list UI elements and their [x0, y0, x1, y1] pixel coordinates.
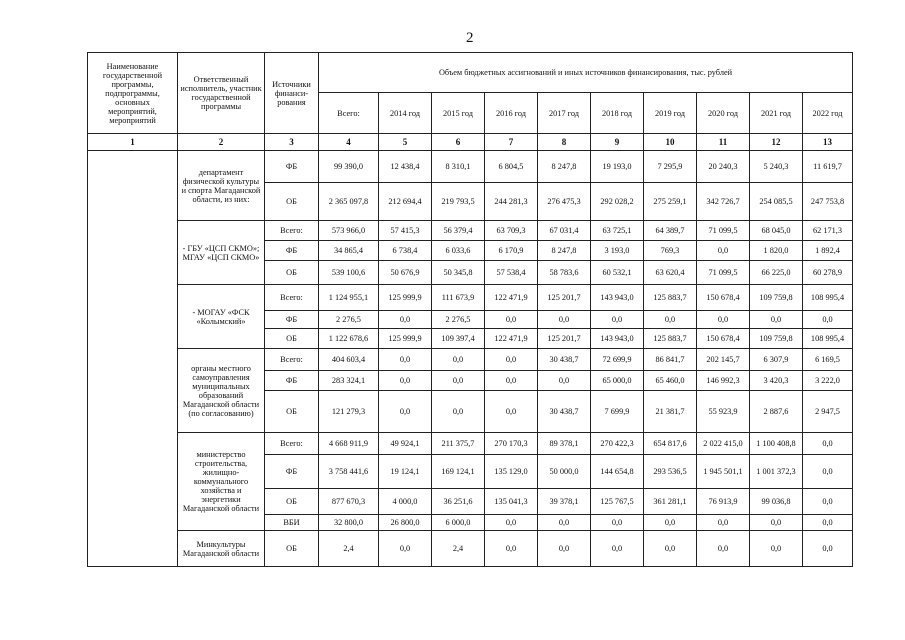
value-cell: 71 099,5: [697, 221, 750, 241]
value-cell: 21 381,7: [644, 391, 697, 433]
value-cell: 0,0: [591, 515, 644, 531]
column-number: 1: [88, 134, 178, 151]
value-cell: 0,0: [379, 371, 432, 391]
table-row: [88, 349, 853, 371]
value-cell: 34 865,4: [319, 241, 379, 261]
value-cell: 2 276,5: [319, 311, 379, 329]
value-cell: 0,0: [379, 391, 432, 433]
table-row: [88, 531, 853, 567]
value-cell: 89 378,1: [538, 433, 591, 455]
value-cell: 212 694,4: [379, 183, 432, 221]
value-cell: 50 000,0: [538, 455, 591, 489]
value-cell: 20 240,3: [697, 151, 750, 183]
value-cell: 0,0: [538, 371, 591, 391]
column-numbers-row: [88, 134, 853, 151]
value-cell: 8 310,1: [432, 151, 485, 183]
value-cell: 1 001 372,3: [750, 455, 803, 489]
value-cell: 1 100 408,8: [750, 433, 803, 455]
value-cell: 2 365 097,8: [319, 183, 379, 221]
value-cell: 0,0: [538, 531, 591, 567]
value-cell: 39 378,1: [538, 489, 591, 515]
value-cell: 125 201,7: [538, 329, 591, 349]
value-cell: 0,0: [379, 311, 432, 329]
value-cell: 404 603,4: [319, 349, 379, 371]
value-cell: 143 943,0: [591, 285, 644, 311]
value-cell: 0,0: [750, 515, 803, 531]
value-cell: 0,0: [485, 391, 538, 433]
value-cell: 135 129,0: [485, 455, 538, 489]
value-cell: 65 000,0: [591, 371, 644, 391]
value-cell: 125 201,7: [538, 285, 591, 311]
value-cell: 0,0: [750, 311, 803, 329]
header-year: 2017 год: [538, 93, 591, 134]
value-cell: 0,0: [379, 531, 432, 567]
value-cell: 270 170,3: [485, 433, 538, 455]
value-cell: 2,4: [319, 531, 379, 567]
value-cell: 146 992,3: [697, 371, 750, 391]
executor-cell: - ГБУ «ЦСП СКМО»; МГАУ «ЦСП СКМО»: [178, 221, 265, 285]
value-cell: 254 085,5: [750, 183, 803, 221]
value-cell: 50 676,9: [379, 261, 432, 285]
value-cell: 99 036,8: [750, 489, 803, 515]
source-cell: ФБ: [265, 371, 319, 391]
value-cell: 72 699,9: [591, 349, 644, 371]
value-cell: 0,0: [697, 241, 750, 261]
value-cell: 0,0: [644, 515, 697, 531]
value-cell: 211 375,7: [432, 433, 485, 455]
value-cell: 6 738,4: [379, 241, 432, 261]
value-cell: 0,0: [485, 371, 538, 391]
value-cell: 0,0: [644, 311, 697, 329]
value-cell: 63 725,1: [591, 221, 644, 241]
value-cell: 342 726,7: [697, 183, 750, 221]
value-cell: 0,0: [432, 349, 485, 371]
source-cell: Всего:: [265, 349, 319, 371]
header-year: 2021 год: [750, 93, 803, 134]
value-cell: 108 995,4: [803, 285, 853, 311]
value-cell: 125 767,5: [591, 489, 644, 515]
value-cell: 125 999,9: [379, 285, 432, 311]
source-cell: ОБ: [265, 531, 319, 567]
value-cell: 3 758 441,6: [319, 455, 379, 489]
value-cell: 1 124 955,1: [319, 285, 379, 311]
value-cell: 0,0: [485, 349, 538, 371]
source-cell: ОБ: [265, 391, 319, 433]
value-cell: 30 438,7: [538, 391, 591, 433]
value-cell: 4 000,0: [379, 489, 432, 515]
header-total: Всего:: [319, 93, 379, 134]
table-row: [88, 285, 853, 311]
value-cell: 109 759,8: [750, 329, 803, 349]
value-cell: 276 475,3: [538, 183, 591, 221]
program-name-cell: [88, 151, 178, 567]
column-number: 9: [591, 134, 644, 151]
column-number: 2: [178, 134, 265, 151]
value-cell: 58 783,6: [538, 261, 591, 285]
source-cell: Всего:: [265, 433, 319, 455]
value-cell: 539 100,6: [319, 261, 379, 285]
header-name: Наименование государственной программы, подпрограммы, основных мероприятий, мероприятий: [88, 53, 178, 134]
column-number: 11: [697, 134, 750, 151]
value-cell: 0,0: [538, 515, 591, 531]
column-number: 8: [538, 134, 591, 151]
value-cell: 6 307,9: [750, 349, 803, 371]
value-cell: 283 324,1: [319, 371, 379, 391]
value-cell: 654 817,6: [644, 433, 697, 455]
value-cell: 7 699,9: [591, 391, 644, 433]
value-cell: 150 678,4: [697, 329, 750, 349]
value-cell: 293 536,5: [644, 455, 697, 489]
value-cell: 0,0: [644, 531, 697, 567]
header-volume: Объем бюджетных ассигнований и иных источников финансирования, тыс. рублей: [319, 53, 853, 93]
column-number: 12: [750, 134, 803, 151]
value-cell: 0,0: [750, 531, 803, 567]
value-cell: 56 379,4: [432, 221, 485, 241]
value-cell: 0,0: [803, 311, 853, 329]
value-cell: 144 654,8: [591, 455, 644, 489]
value-cell: 8 247,8: [538, 241, 591, 261]
value-cell: 122 471,9: [485, 285, 538, 311]
value-cell: 122 471,9: [485, 329, 538, 349]
value-cell: 65 460,0: [644, 371, 697, 391]
source-cell: ФБ: [265, 455, 319, 489]
value-cell: 57 538,4: [485, 261, 538, 285]
source-cell: ВБИ: [265, 515, 319, 531]
value-cell: 2 276,5: [432, 311, 485, 329]
header-year: 2016 год: [485, 93, 538, 134]
value-cell: 6 170,9: [485, 241, 538, 261]
value-cell: 3 222,0: [803, 371, 853, 391]
value-cell: 12 438,4: [379, 151, 432, 183]
value-cell: 0,0: [697, 311, 750, 329]
value-cell: 57 415,3: [379, 221, 432, 241]
value-cell: 63 709,3: [485, 221, 538, 241]
table-row: [88, 151, 853, 183]
value-cell: 2 022 415,0: [697, 433, 750, 455]
value-cell: 125 883,7: [644, 285, 697, 311]
table-row: [88, 433, 853, 455]
value-cell: 5 240,3: [750, 151, 803, 183]
column-number: 10: [644, 134, 697, 151]
value-cell: 0,0: [803, 489, 853, 515]
executor-cell: - МОГАУ «ФСК «Колымский»: [178, 285, 265, 349]
value-cell: 0,0: [803, 455, 853, 489]
source-cell: Всего:: [265, 221, 319, 241]
source-cell: ОБ: [265, 183, 319, 221]
value-cell: 0,0: [803, 433, 853, 455]
value-cell: 55 923,9: [697, 391, 750, 433]
value-cell: 1 945 501,1: [697, 455, 750, 489]
value-cell: 202 145,7: [697, 349, 750, 371]
value-cell: 0,0: [697, 515, 750, 531]
value-cell: 219 793,5: [432, 183, 485, 221]
value-cell: 30 438,7: [538, 349, 591, 371]
header-year: 2015 год: [432, 93, 485, 134]
value-cell: 169 124,1: [432, 455, 485, 489]
value-cell: 108 995,4: [803, 329, 853, 349]
value-cell: 0,0: [591, 531, 644, 567]
source-cell: ОБ: [265, 329, 319, 349]
value-cell: 292 028,2: [591, 183, 644, 221]
value-cell: 6 804,5: [485, 151, 538, 183]
value-cell: 11 619,7: [803, 151, 853, 183]
value-cell: 0,0: [803, 515, 853, 531]
value-cell: 0,0: [697, 531, 750, 567]
value-cell: 60 278,9: [803, 261, 853, 285]
value-cell: 49 924,1: [379, 433, 432, 455]
executor-cell: Минкультуры Магаданской области: [178, 531, 265, 567]
value-cell: 0,0: [485, 515, 538, 531]
value-cell: 573 966,0: [319, 221, 379, 241]
value-cell: 1 820,0: [750, 241, 803, 261]
value-cell: 1 122 678,6: [319, 329, 379, 349]
source-cell: ОБ: [265, 489, 319, 515]
value-cell: 1 892,4: [803, 241, 853, 261]
header-year: 2019 год: [644, 93, 697, 134]
executor-cell: министерство строительства, жилищно-коммунального хозяйства и энергетики Магаданской области: [178, 433, 265, 531]
value-cell: 877 670,3: [319, 489, 379, 515]
value-cell: 270 422,3: [591, 433, 644, 455]
column-number: 6: [432, 134, 485, 151]
value-cell: 71 099,5: [697, 261, 750, 285]
source-cell: ФБ: [265, 241, 319, 261]
header-year: 2020 год: [697, 93, 750, 134]
value-cell: 2 947,5: [803, 391, 853, 433]
value-cell: 7 295,9: [644, 151, 697, 183]
value-cell: 2 887,6: [750, 391, 803, 433]
value-cell: 64 389,7: [644, 221, 697, 241]
value-cell: 62 171,3: [803, 221, 853, 241]
value-cell: 67 031,4: [538, 221, 591, 241]
value-cell: 275 259,1: [644, 183, 697, 221]
value-cell: 63 620,4: [644, 261, 697, 285]
executor-cell: органы местного самоуправления муниципальных образований Магаданской области (по согласованию): [178, 349, 265, 433]
budget-table: [87, 52, 853, 567]
value-cell: 0,0: [538, 311, 591, 329]
header-source: Источники финанси-рования: [265, 53, 319, 134]
source-cell: ФБ: [265, 311, 319, 329]
column-number: 3: [265, 134, 319, 151]
value-cell: 0,0: [379, 349, 432, 371]
value-cell: 111 673,9: [432, 285, 485, 311]
source-cell: ОБ: [265, 261, 319, 285]
source-cell: ФБ: [265, 151, 319, 183]
header-year: 2022 год: [803, 93, 853, 134]
value-cell: 2,4: [432, 531, 485, 567]
value-cell: 0,0: [485, 531, 538, 567]
value-cell: 244 281,3: [485, 183, 538, 221]
value-cell: 125 883,7: [644, 329, 697, 349]
value-cell: 76 913,9: [697, 489, 750, 515]
value-cell: 0,0: [432, 391, 485, 433]
column-number: 5: [379, 134, 432, 151]
value-cell: 0,0: [591, 311, 644, 329]
value-cell: 60 532,1: [591, 261, 644, 285]
value-cell: 3 193,0: [591, 241, 644, 261]
value-cell: 50 345,8: [432, 261, 485, 285]
value-cell: 86 841,7: [644, 349, 697, 371]
value-cell: 109 397,4: [432, 329, 485, 349]
value-cell: 125 999,9: [379, 329, 432, 349]
value-cell: 6 033,6: [432, 241, 485, 261]
page-number: 2: [466, 30, 474, 46]
column-number: 4: [319, 134, 379, 151]
value-cell: 143 943,0: [591, 329, 644, 349]
value-cell: 32 800,0: [319, 515, 379, 531]
value-cell: 109 759,8: [750, 285, 803, 311]
value-cell: 3 420,3: [750, 371, 803, 391]
value-cell: 0,0: [803, 531, 853, 567]
header-year: 2014 год: [379, 93, 432, 134]
table-header: [88, 53, 853, 151]
value-cell: 26 800,0: [379, 515, 432, 531]
value-cell: 36 251,6: [432, 489, 485, 515]
table-body: [88, 151, 853, 567]
value-cell: 66 225,0: [750, 261, 803, 285]
value-cell: 769,3: [644, 241, 697, 261]
value-cell: 150 678,4: [697, 285, 750, 311]
value-cell: 99 390,0: [319, 151, 379, 183]
value-cell: 135 041,3: [485, 489, 538, 515]
source-cell: Всего:: [265, 285, 319, 311]
value-cell: 0,0: [432, 371, 485, 391]
value-cell: 19 193,0: [591, 151, 644, 183]
column-number: 13: [803, 134, 853, 151]
value-cell: 6 169,5: [803, 349, 853, 371]
value-cell: 121 279,3: [319, 391, 379, 433]
value-cell: 6 000,0: [432, 515, 485, 531]
executor-cell: департамент физической культуры и спорта Магаданской области, из них:: [178, 151, 265, 221]
value-cell: 68 045,0: [750, 221, 803, 241]
value-cell: 8 247,8: [538, 151, 591, 183]
value-cell: 0,0: [485, 311, 538, 329]
value-cell: 4 668 911,9: [319, 433, 379, 455]
value-cell: 19 124,1: [379, 455, 432, 489]
value-cell: 247 753,8: [803, 183, 853, 221]
header-executor: Ответственный исполнитель, участник государственной программы: [178, 53, 265, 134]
column-number: 7: [485, 134, 538, 151]
header-year: 2018 год: [591, 93, 644, 134]
value-cell: 361 281,1: [644, 489, 697, 515]
table-row: [88, 221, 853, 241]
